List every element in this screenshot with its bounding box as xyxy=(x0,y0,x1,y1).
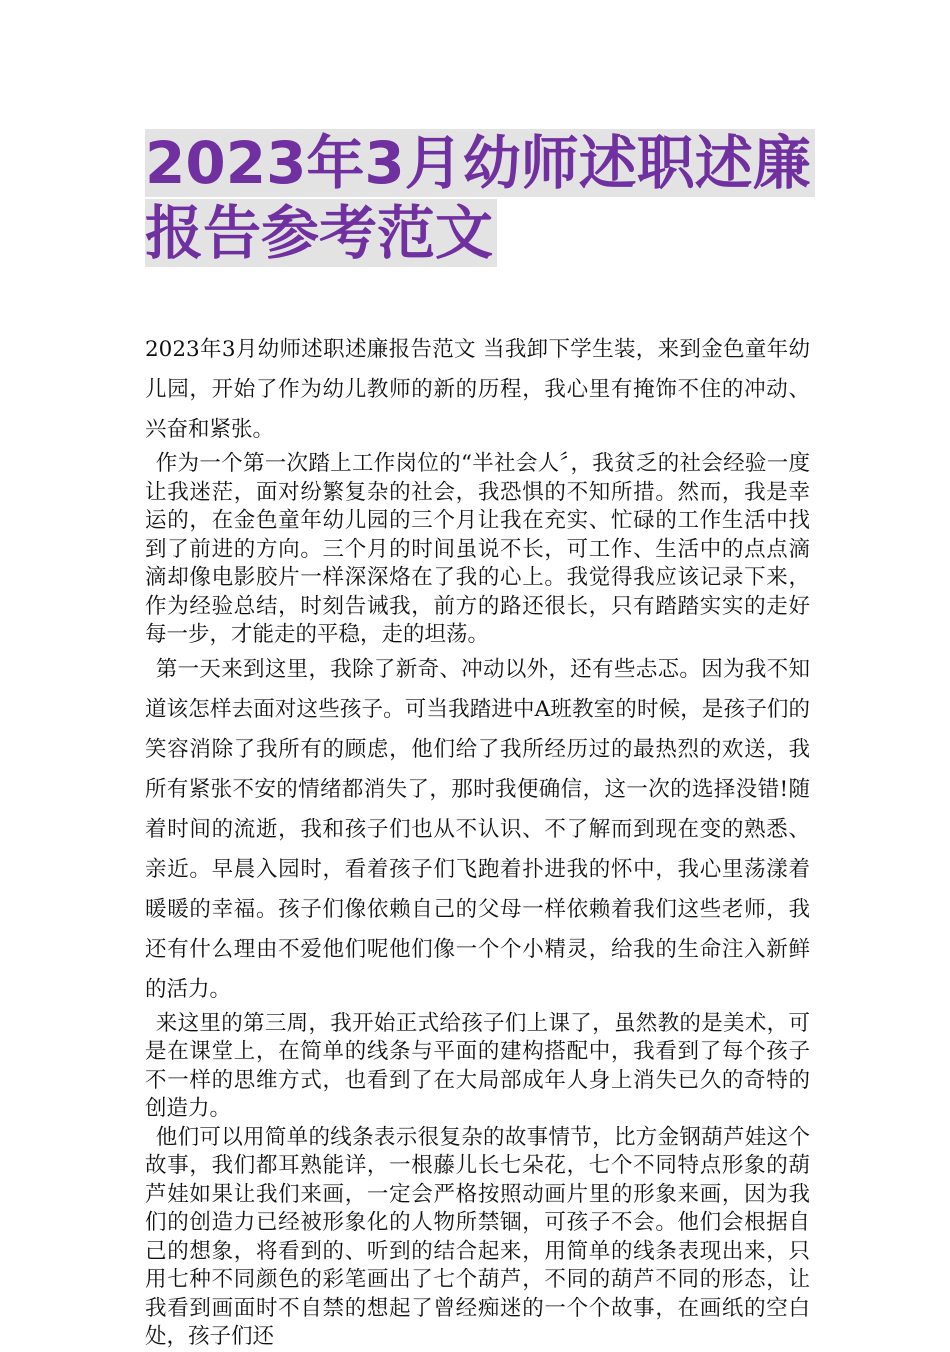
paragraph: 2023年3月幼师述职述廉报告范文 当我卸下学生装，来到金色童年幼儿园，开始了作为幼儿教师的新的历程，我心里有掩饰不住的冲动、兴奋和紧张。 xyxy=(145,337,810,442)
document-title-text: 2023年3月幼师述职述廉报告参考范文 xyxy=(145,129,815,267)
document-title xyxy=(145,128,825,268)
paragraph: 他们可以用简单的线条表示很复杂的故事情节，比方金钢葫芦娃这个故事，我们都耳熟能详，一根藤儿长七朵花，七个不同特点形象的葫芦娃如果让我们来画，一定会严格按照动画片里的形象来画，因为我们的创造力已经被形象化的人物所禁锢，可孩子不会。他们会根据自己的想象，将看到的、听到的结合起来，用简单的线条表现出来，只用七种不同颜色的彩笔画出了七个葫芦，不同的葫芦不同的形态，让我看到画面时不自禁的想起了曾经痴迷的一个个故事，在画纸的空白处，孩子们还 xyxy=(145,1124,810,1349)
document-body xyxy=(145,330,810,1352)
paragraph: 来这里的第三周，我开始正式给孩子们上课了，虽然教的是美术，可是在课堂上，在简单的线条与平面的建构搭配中，我看到了每个孩子不一样的思维方式，也看到了在大局部成年人身上消失已久的奇特的创造力。 xyxy=(145,1010,810,1121)
paragraph: 作为一个第一次踏上工作岗位的“半社会人〞，我贫乏的社会经验一度让我迷茫，面对纷繁复杂的社会，我恐惧的不知所措。然而，我是幸运的，在金色童年幼儿园的三个月让我在充实、忙碌的工作生活中找到了前进的方向。三个月的时间虽说不长，可工作、生活中的点点滴滴却像电影胶片一样深深烙在了我的心上。我觉得我应该记录下来，作为经验总结，时刻告诫我，前方的路还很长，只有踏踏实实的走好每一步，才能走的平稳，走的坦荡。 xyxy=(145,451,810,647)
paragraph: 第一天来到这里，我除了新奇、冲动以外，还有些忐忑。因为我不知道该怎样去面对这些孩子。可当我踏进中A班教室的时候，是孩子们的笑容消除了我所有的顾虑，他们给了我所经历过的最热烈的欢送，我所有紧张不安的情绪都消失了，那时我便确信，这一次的选择没错!随着时间的流逝，我和孩子们也从不认识、不了解而到现在变的熟悉、亲近。早晨入园时，看着孩子们飞跑着扑进我的怀中，我心里荡漾着暖暖的幸福。孩子们像依赖自己的父母一样依赖着我们这些老师，我还有什么理由不爱他们呢他们像一个个小精灵，给我的生命注入新鲜的活力。 xyxy=(145,656,810,1002)
